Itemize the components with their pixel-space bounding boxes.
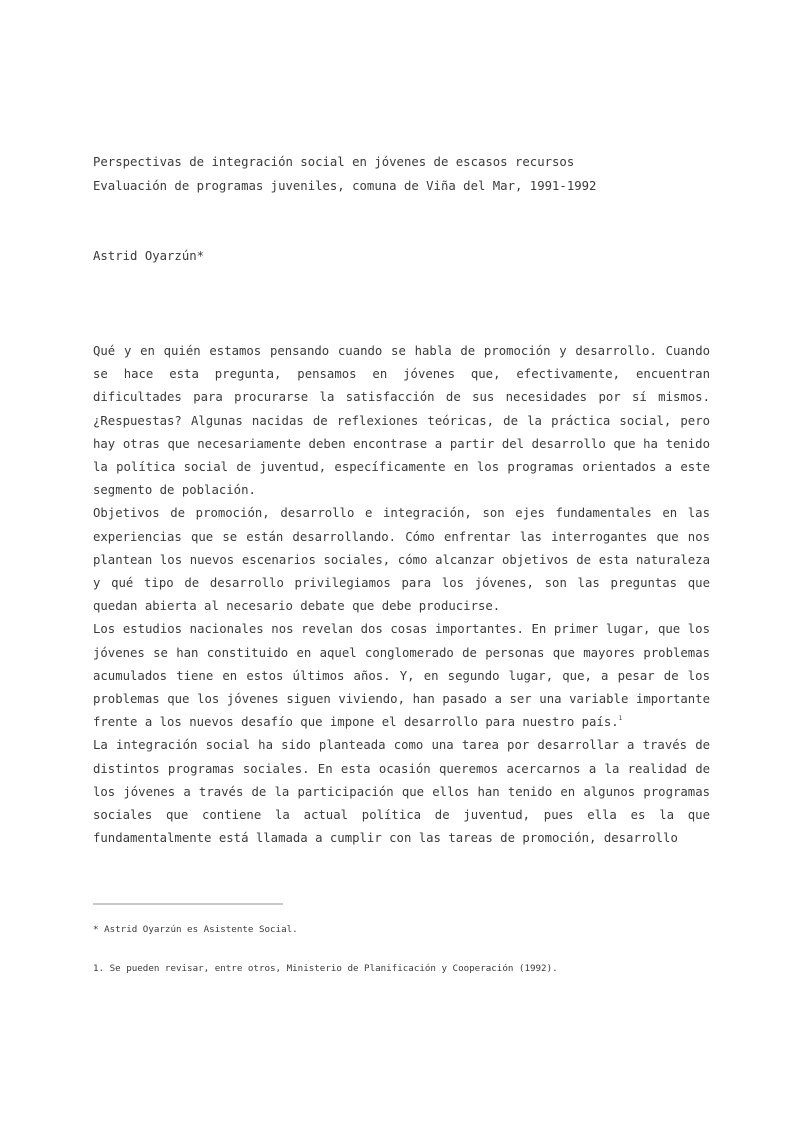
title-line-1: Perspectivas de integración social en jóvenes de escasos recursos	[93, 155, 575, 169]
paragraph-3-text: Los estudios nacionales nos revelan dos cosas importantes. En primer lugar, que los jóvenes se han constituido en aquel conglomerado de personas que mayores problemas acumulados tiene en estos últimos años. Y, en segundo lugar, que, a pesar de los problemas que los jóvenes siguen viviendo, han pasado a ser una variable importante frente a los nuevos desafío que impone el desarrollo para nuestro país.	[93, 622, 710, 730]
paragraph-2: Objetivos de promoción, desarrollo e integración, son ejes fundamentales en las experiencias que se están desarrollando. Cómo enfrentar las interrogantes que nos plantean los nuevos escenarios sociales, cómo alcanzar objetivos de esta naturaleza y qué tipo de desarrollo privilegiamos para los jóvenes, son las preguntas que quedan abierta al necesario debate que debe producirse.	[93, 506, 710, 614]
footnote-divider	[93, 903, 283, 905]
footnote-author: * Astrid Oyarzún es Asistente Social.	[93, 924, 298, 935]
footnote-ref-1[interactable]: 1	[618, 715, 623, 723]
footnotes	[93, 922, 713, 977]
document-title	[93, 150, 596, 198]
paragraph-4: La integración social ha sido planteada como una tarea por desarrollar a través de distintos programas sociales. En esta ocasión queremos acercarnos a la realidad de los jóvenes a través de la participación que ellos han tenido en algunos programas sociales que contiene la actual política de juventud, pues ella es la que fundamentalmente está llamada a cumplir con las tareas de promoción, desarrollo	[93, 738, 710, 846]
title-line-2: Evaluación de programas juveniles, comuna de Viña del Mar, 1991-1992	[93, 179, 597, 193]
paragraph-3	[93, 618, 710, 734]
paragraph-1: Qué y en quién estamos pensando cuando se habla de promoción y desarrollo. Cuando se hace esta pregunta, pensamos en jóvenes que, efectivamente, encuentran dificultades para procurarse la satisfacción de sus necesidades por sí mismos. ¿Respuestas? Algunas nacidas de reflexiones teóricas, de la práctica social, pero hay otras que necesariamente deben encontrase a partir del desarrollo que ha tenido la política social de juventud, específicamente en los programas orientados a este segmento de población.	[93, 344, 710, 498]
footnote-1: 1. Se pueden revisar, entre otros, Ministerio de Planificación y Cooperación (1992).	[93, 963, 558, 974]
author-name: Astrid Oyarzún*	[93, 249, 205, 263]
body-text	[93, 340, 710, 850]
